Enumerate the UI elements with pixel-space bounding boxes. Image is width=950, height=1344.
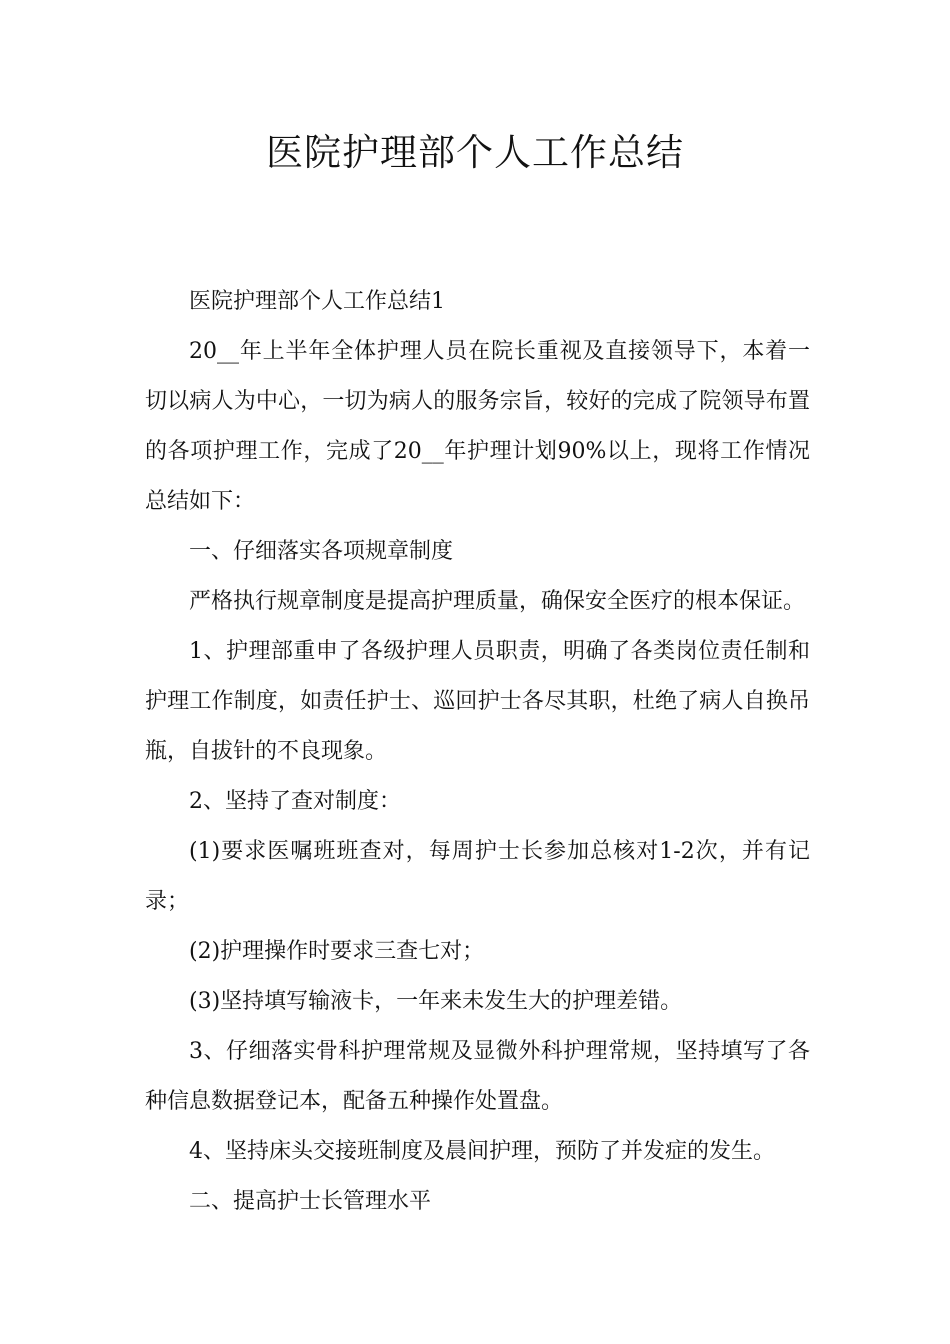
section-heading: 一、仔细落实各项规章制度 — [189, 539, 454, 564]
list-item: 1、护理部重申了各级护理人员职责，明确了各类岗位责任制和护理工作制度，如责任护士、巡回护士各尽其职，杜绝了病人自换吊瓶，自拔针的不良现象。 — [145, 639, 810, 764]
list-item: 4、坚持床头交接班制度及晨间护理，预防了并发症的发生。 — [189, 1139, 775, 1164]
sub-list-item: (1)要求医嘱班班查对，每周护士长参加总核对1-2次，并有记录； — [145, 839, 810, 914]
section-heading: 二、提高护士长管理水平 — [189, 1189, 432, 1214]
paragraph: 严格执行规章制度是提高护理质量，确保安全医疗的根本保证。 — [189, 589, 806, 614]
sub-list-item: (3)坚持填写输液卡，一年来未发生大的护理差错。 — [189, 989, 683, 1014]
list-item: 2、坚持了查对制度： — [189, 789, 401, 814]
sub-list-item: (2)护理操作时要求三查七对； — [189, 939, 485, 964]
list-item: 3、仔细落实骨科护理常规及显微外科护理常规，坚持填写了各种信息数据登记本，配备五种操作处置盘。 — [145, 1039, 810, 1114]
document-body — [145, 277, 810, 1227]
section-heading: 医院护理部个人工作总结1 — [189, 289, 445, 314]
page-title: 医院护理部个人工作总结 — [266, 131, 684, 174]
paragraph: 20__年上半年全体护理人员在院长重视及直接领导下，本着一切以病人为中心，一切为病人的服务宗旨，较好的完成了院领导布置的各项护理工作，完成了20__年护理计划90%以上，现将工作情况总结如下： — [145, 339, 810, 514]
